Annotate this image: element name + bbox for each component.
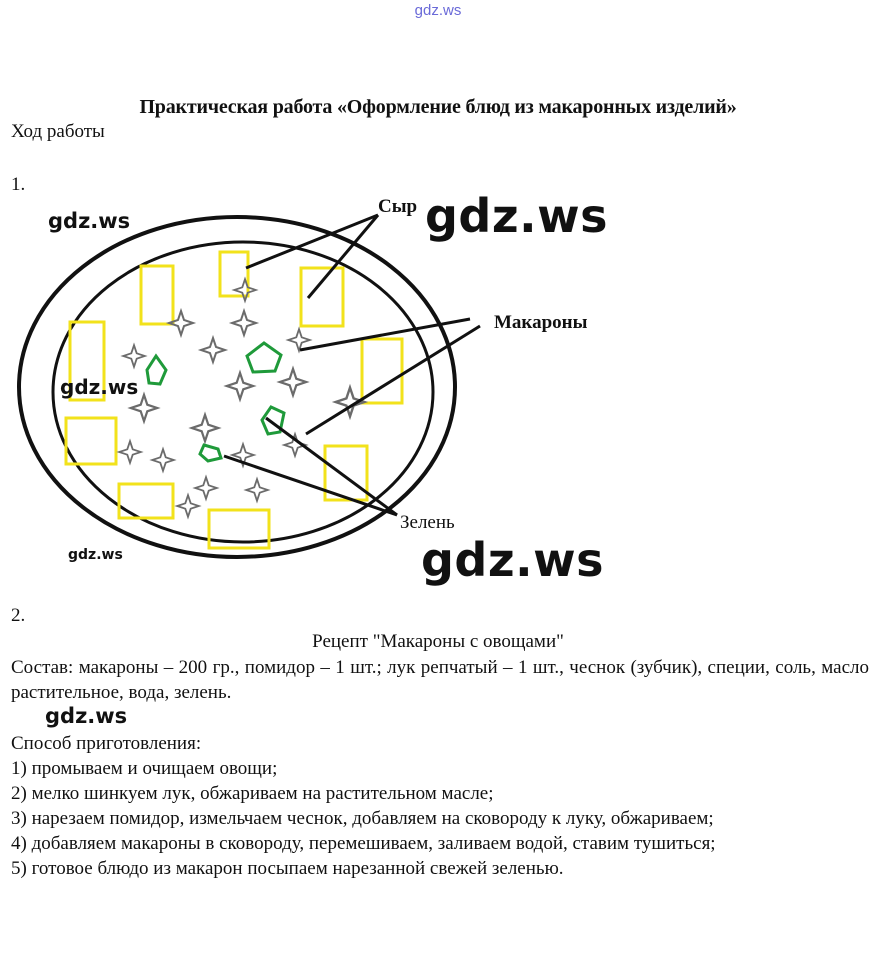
watermark-5: gdz.ws xyxy=(421,533,604,587)
watermark-2: gdz.ws xyxy=(425,189,608,243)
watermark-1: gdz.ws xyxy=(48,209,131,233)
recipe-composition: Состав: макароны – 200 гр., помидор – 1 шт.; лук репчатый – 1 шт., чеснок (зубчик), специи, соль, масло растительное, вода, зелень. xyxy=(11,657,869,703)
method-step-3: 3) нарезаем помидор, измельчаем чеснок, добавляем на сковороду к луку, обжариваем; xyxy=(11,808,714,829)
cheese-piece xyxy=(141,266,173,324)
pasta-piece xyxy=(123,345,145,367)
pasta-piece xyxy=(201,338,225,362)
pasta-stars xyxy=(119,279,364,517)
label-pasta: Макароны xyxy=(494,312,588,333)
pasta-piece xyxy=(177,495,199,517)
pasta-piece xyxy=(192,415,218,441)
watermark-4: gdz.ws xyxy=(68,547,123,563)
greens-piece xyxy=(247,343,281,372)
watermark-top: gdz.ws xyxy=(414,2,462,19)
step-number-1: 1. xyxy=(11,174,26,195)
pasta-piece xyxy=(234,279,256,301)
pasta-piece xyxy=(152,449,174,471)
greens-pieces xyxy=(147,343,284,461)
greens-piece xyxy=(147,356,166,384)
greens-piece xyxy=(200,445,221,461)
method-step-1: 1) промываем и очищаем овощи; xyxy=(11,758,278,779)
label-cheese: Сыр xyxy=(378,196,418,217)
watermark-3: gdz.ws xyxy=(60,375,139,399)
method-step-2: 2) мелко шинкуем лук, обжариваем на растительном масле; xyxy=(11,783,494,804)
subtitle: Ход работы xyxy=(11,121,105,142)
method-step-4: 4) добавляем макароны в сковороду, перемешиваем, заливаем водой, ставим тушиться; xyxy=(11,833,716,854)
step-number-2: 2. xyxy=(11,605,26,626)
pasta-piece xyxy=(227,373,253,399)
document-title: Практическая работа «Оформление блюд из макаронных изделий» xyxy=(139,96,737,118)
cheese-piece xyxy=(362,339,402,403)
pasta-piece xyxy=(119,441,141,463)
watermark-6: gdz.ws xyxy=(45,704,128,728)
label-greens: Зелень xyxy=(400,512,455,533)
pasta-piece xyxy=(195,477,217,499)
method-step-5: 5) готовое блюдо из макарон посыпаем нарезанной свежей зеленью. xyxy=(11,858,564,879)
pasta-piece xyxy=(232,311,256,335)
method-heading: Способ приготовления: xyxy=(11,733,202,754)
cheese-piece xyxy=(119,484,173,518)
pasta-piece xyxy=(246,479,268,501)
label-pointer-lines xyxy=(224,215,480,515)
recipe-title: Рецепт "Макароны с овощами" xyxy=(312,631,564,652)
pasta-piece xyxy=(280,369,306,395)
